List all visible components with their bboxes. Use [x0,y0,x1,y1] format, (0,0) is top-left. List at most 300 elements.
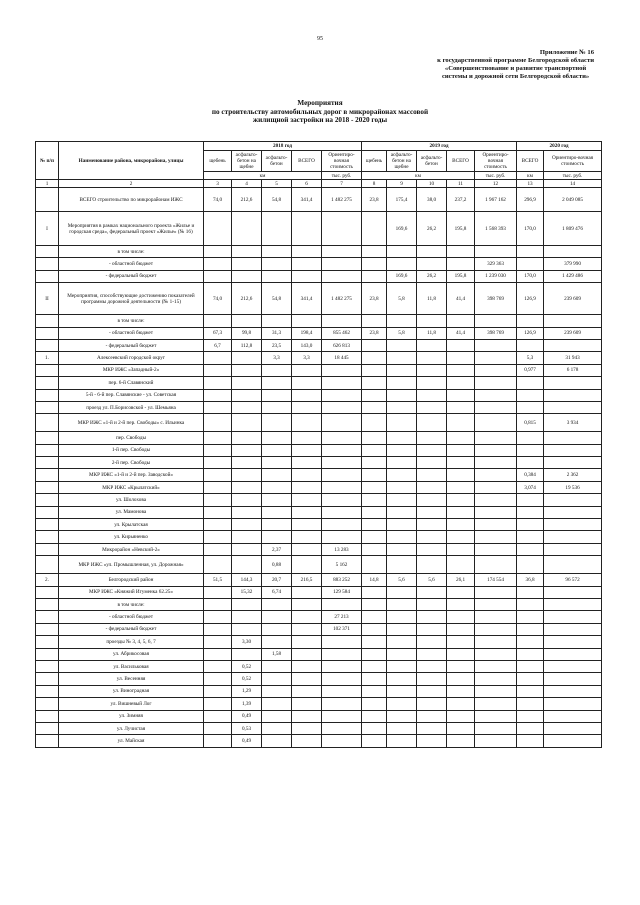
column-number: 9 [387,180,417,188]
title-line: Мероприятия [297,99,343,107]
row-name: МКР ИЖС «Крылатский» [59,481,204,493]
cell-value [475,432,517,444]
cell-value: 195,8 [447,212,475,246]
header-shcheben: щебень [204,151,232,172]
cell-value [204,519,232,531]
table-row [36,531,602,543]
row-name: МКР ИЖС «1-й и 2-й пер. Заводской» [59,469,204,481]
cell-value [387,735,417,747]
cell-value [204,660,232,672]
cell-value [232,506,262,518]
cell-value: 0,49 [232,735,262,747]
cell-value [387,531,417,543]
row-name: проезд ул. П.Борисовской - ул. Шемьяна [59,401,204,413]
column-number: 10 [417,180,447,188]
cell-value [362,339,387,351]
cell-value: 1,39 [232,698,262,710]
row-number [36,685,59,697]
table-row [36,414,602,432]
cell-value [417,543,447,555]
cell-value [362,648,387,660]
row-name: 2-й пер. Свободы [59,457,204,469]
row-number [36,598,59,610]
appendix-line: «Совершенствование и развитие транспортной [444,65,587,72]
cell-value [204,270,232,282]
cell-value [292,698,322,710]
cell-value [362,481,387,493]
cell-value [322,469,362,481]
cell-value: 1 967 162 [475,188,517,212]
cell-value [447,469,475,481]
cell-value [322,660,362,672]
cell-value [387,519,417,531]
cell-value [387,414,417,432]
cell-value [322,246,362,258]
row-number: 1. [36,352,59,364]
cell-value: 23,8 [362,188,387,212]
cell-value [447,339,475,351]
cell-value [517,401,544,413]
cell-value [322,389,362,401]
cell-value: 1 429 486 [544,270,602,282]
title-line: по строительству автомобильных дорог в микрорайонах массовой [211,107,429,116]
row-number [36,673,59,685]
cell-value [204,377,232,389]
row-number [36,389,59,401]
cell-value [262,531,292,543]
cell-value [417,598,447,610]
cell-value [262,685,292,697]
table-row [36,315,602,327]
row-name: 1-й пер. Свободы [59,444,204,456]
cell-value [544,586,602,598]
cell-value [447,611,475,623]
cell-value [417,339,447,351]
cell-value [362,414,387,432]
cell-value [517,636,544,648]
cell-value [475,556,517,574]
header-asphalt: асфальто-бетон [417,151,447,172]
cell-value: 212,6 [232,283,262,315]
cell-value [292,457,322,469]
cell-value: 11,8 [417,283,447,315]
cell-value [417,735,447,747]
row-number [36,339,59,351]
cell-value: 2,37 [262,543,292,555]
cell-value [292,636,322,648]
row-number [36,188,59,212]
header-shcheben: щебень [362,151,387,172]
cell-value [362,377,387,389]
table-row [36,543,602,555]
row-number [36,648,59,660]
cell-value: 26,1 [447,574,475,586]
cell-value [322,315,362,327]
cell-value [262,710,292,722]
cell-value [447,722,475,734]
cell-value [387,352,417,364]
cell-value [204,735,232,747]
cell-value: 1 809 476 [544,212,602,246]
cell-value: 0,815 [517,414,544,432]
cell-value [544,506,602,518]
cell-value [322,364,362,376]
cell-value [447,531,475,543]
cell-value: 198,4 [292,327,322,339]
cell-value [417,494,447,506]
cell-value [387,698,417,710]
cell-value [544,401,602,413]
title-line: жилищной застройки на 2018 - 2020 годы [252,116,388,125]
cell-value [475,735,517,747]
cell-value [387,389,417,401]
row-name: ул. Мамонова [59,506,204,518]
header-year-2018: 2018 год [204,142,362,151]
cell-value [204,481,232,493]
cell-value: 31 943 [544,352,602,364]
cell-value [362,315,387,327]
cell-value [517,457,544,469]
cell-value [292,469,322,481]
row-name: пер. Свободы [59,432,204,444]
row-number [36,586,59,598]
cell-value [362,432,387,444]
cell-value [262,212,292,246]
table-row [36,586,602,598]
table-row [36,364,602,376]
cell-value [204,352,232,364]
header-total: ВСЕГО [517,151,544,172]
cell-value: 18 445 [322,352,362,364]
cell-value: 23,5 [262,339,292,351]
row-number [36,401,59,413]
row-name: - областной бюджет [59,611,204,623]
cell-value [417,710,447,722]
row-number: 2. [36,574,59,586]
cell-value [447,586,475,598]
cell-value [204,315,232,327]
cell-value: 26,2 [417,212,447,246]
cell-value [475,481,517,493]
cell-value [447,389,475,401]
cell-value [417,414,447,432]
cell-value [447,648,475,660]
cell-value [417,432,447,444]
cell-value [322,506,362,518]
cell-value [262,623,292,635]
cell-value [262,469,292,481]
cell-value [517,377,544,389]
cell-value [417,636,447,648]
cell-value [417,660,447,672]
page-number: 95 [317,36,323,42]
cell-value [204,432,232,444]
cell-value [292,494,322,506]
table-row [36,212,602,246]
cell-value [322,598,362,610]
cell-value [204,623,232,635]
cell-value [262,315,292,327]
cell-value [475,543,517,555]
cell-value [262,377,292,389]
row-number [36,623,59,635]
cell-value [262,258,292,270]
cell-value [387,506,417,518]
cell-value [417,722,447,734]
cell-value [387,586,417,598]
cell-value [417,611,447,623]
cell-value [232,531,262,543]
cell-value [387,543,417,555]
cell-value [417,623,447,635]
cell-value: 2 049 085 [544,188,602,212]
cell-value [517,494,544,506]
cell-value [204,685,232,697]
header-cost: Ориентиро-вочная стоимость [475,151,517,172]
cell-value [517,389,544,401]
cell-value [447,636,475,648]
cell-value: 38,0 [417,188,447,212]
cell-value [204,648,232,660]
cell-value [544,673,602,685]
cell-value [232,414,262,432]
cell-value [362,401,387,413]
cell-value [362,735,387,747]
cell-value: 170,0 [517,212,544,246]
row-name: проезды № 3, 4, 5, 6, 7 [59,636,204,648]
cell-value [262,611,292,623]
cell-value: 1 568 393 [475,212,517,246]
column-number: 6 [292,180,322,188]
cell-value [362,364,387,376]
cell-value: 112,8 [232,339,262,351]
row-number [36,556,59,574]
cell-value [387,598,417,610]
cell-value [204,636,232,648]
header-cost: Ориентиро-вочная стоимость [322,151,362,172]
table-row [36,673,602,685]
cell-value [475,457,517,469]
cell-value [204,722,232,734]
cell-value [262,270,292,282]
header-unit-km: км [517,172,544,180]
header-unit-km: км [362,172,475,180]
cell-value: 6 178 [544,364,602,376]
column-number: 1 [36,180,59,188]
cell-value [262,481,292,493]
cell-value [362,389,387,401]
cell-value [544,660,602,672]
cell-value: 3 934 [544,414,602,432]
cell-value [475,377,517,389]
cell-value [475,364,517,376]
cell-value [232,364,262,376]
cell-value [362,519,387,531]
cell-value [417,457,447,469]
cell-value: 169,6 [387,212,417,246]
cell-value [475,673,517,685]
header-no: № п/п [36,142,59,180]
cell-value [417,444,447,456]
cell-value [447,685,475,697]
activities-table [35,141,602,748]
table-row [36,685,602,697]
cell-value [517,673,544,685]
cell-value [204,531,232,543]
header-unit-rub: тыс. руб. [544,172,602,180]
cell-value [417,364,447,376]
cell-value [322,722,362,734]
row-name: ул. Лучистая [59,722,204,734]
header-name: Наименование района, микрорайона, улицы [59,142,204,180]
cell-value [292,648,322,660]
cell-value: 175,4 [387,188,417,212]
cell-value: 54,8 [262,188,292,212]
cell-value [475,444,517,456]
header-cost: Ориентиро-вочная стоимость [544,151,602,172]
cell-value [387,556,417,574]
cell-value [517,648,544,660]
cell-value [232,598,262,610]
row-name: Микрорайон «Невский-2» [59,543,204,555]
cell-value [417,377,447,389]
cell-value [475,710,517,722]
cell-value: 239 609 [544,327,602,339]
table-row [36,444,602,456]
cell-value [204,611,232,623]
row-name: - областной бюджет [59,327,204,339]
row-name: МКР ИЖС «Княжий Игуменка 62.25» [59,586,204,598]
row-number [36,660,59,672]
cell-value: 0,52 [232,660,262,672]
cell-value [475,611,517,623]
cell-value [232,623,262,635]
table-row [36,519,602,531]
cell-value [475,636,517,648]
cell-value [262,506,292,518]
cell-value [322,212,362,246]
cell-value [292,531,322,543]
header-asphalt: асфальто-бетон [262,151,292,172]
cell-value [262,246,292,258]
cell-value [292,389,322,401]
cell-value [292,401,322,413]
cell-value [544,735,602,747]
appendix-line: системы и дорожной сети Белгородской области» [441,73,590,80]
cell-value [544,246,602,258]
row-number: II [36,283,59,315]
table-row [36,283,602,315]
cell-value [204,212,232,246]
cell-value [322,735,362,747]
cell-value: 6,7 [204,339,232,351]
cell-value [262,414,292,432]
cell-value [475,339,517,351]
cell-value [387,623,417,635]
cell-value [544,444,602,456]
header-unit-rub: тыс. руб. [322,172,362,180]
cell-value [417,586,447,598]
header-unit-rub: тыс. руб. [475,172,517,180]
cell-value [387,685,417,697]
cell-value [475,698,517,710]
table-row [36,636,602,648]
cell-value [232,377,262,389]
cell-value [204,506,232,518]
cell-value [475,722,517,734]
cell-value [544,315,602,327]
cell-value [447,364,475,376]
row-name: ул. Майская [59,735,204,747]
cell-value: 129 584 [322,586,362,598]
cell-value [387,364,417,376]
cell-value [544,636,602,648]
row-name: ВСЕГО строительство по микрорайонам ИЖС [59,188,204,212]
row-name: - областной бюджет [59,258,204,270]
column-number: 4 [232,180,262,188]
cell-value [292,258,322,270]
table-row [36,722,602,734]
cell-value [387,246,417,258]
cell-value: 41,4 [447,327,475,339]
cell-value: 41,4 [447,283,475,315]
row-number [36,377,59,389]
table-row [36,339,602,351]
cell-value [387,457,417,469]
table-row [36,389,602,401]
cell-value [447,623,475,635]
cell-value [292,543,322,555]
column-number: 3 [204,180,232,188]
row-number [36,481,59,493]
cell-value [204,401,232,413]
cell-value [362,710,387,722]
cell-value [447,377,475,389]
cell-value [292,598,322,610]
column-number: 8 [362,180,387,188]
cell-value [447,506,475,518]
appendix-block [437,49,594,81]
table-row [36,457,602,469]
cell-value [447,352,475,364]
cell-value: 126,9 [517,283,544,315]
cell-value [232,543,262,555]
cell-value: 0,384 [517,469,544,481]
cell-value [204,556,232,574]
cell-value: 26,2 [417,270,447,282]
cell-value: 0,53 [232,722,262,734]
row-number [36,531,59,543]
row-name: 5-й - 6-й пер. Славянские - ул. Советская [59,389,204,401]
cell-value: 3,074 [517,481,544,493]
cell-value [417,401,447,413]
cell-value [322,685,362,697]
cell-value: 239 609 [544,283,602,315]
cell-value [417,698,447,710]
row-name: Алексеевский городской округ [59,352,204,364]
cell-value [417,352,447,364]
cell-value [387,673,417,685]
cell-value [204,364,232,376]
cell-value [475,531,517,543]
cell-value [232,270,262,282]
row-number: I [36,212,59,246]
cell-value [417,481,447,493]
header-year-2020: 2020 год [517,142,602,151]
cell-value: 398 769 [475,327,517,339]
cell-value: 296,9 [517,188,544,212]
row-name: ул. Крылатская [59,519,204,531]
